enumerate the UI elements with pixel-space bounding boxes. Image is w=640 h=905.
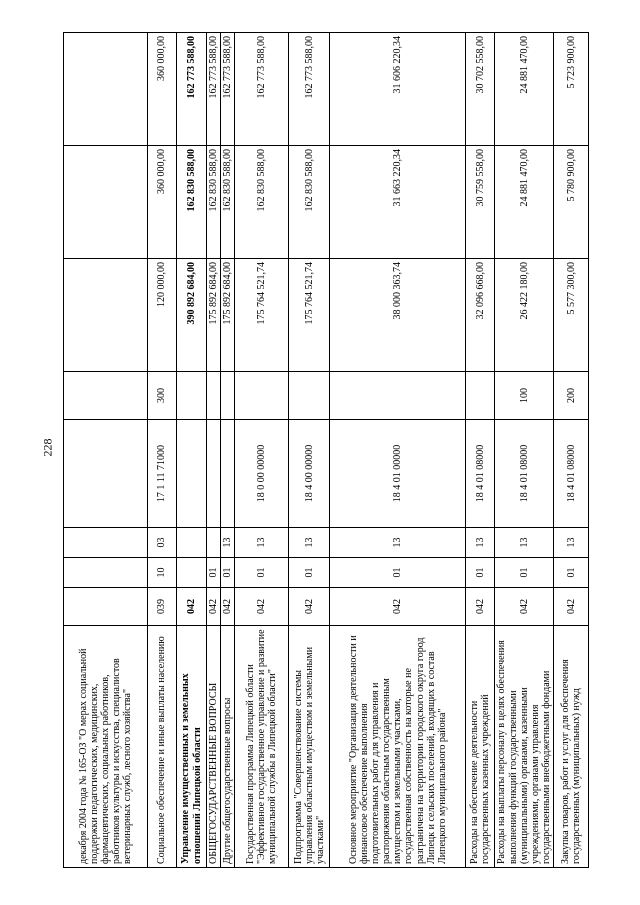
cell-expense-type — [289, 372, 330, 420]
cell-amount-year-1: 390 892 684,00 — [177, 259, 207, 372]
cell-amount-year-3: 30 702 558,00 — [466, 33, 495, 146]
cell-section-code: 01 — [466, 558, 495, 588]
cell-grbs-code: 042 — [330, 588, 466, 626]
cell-subsection-code: 13 — [495, 528, 554, 558]
cell-subsection-code — [64, 528, 148, 558]
cell-amount-year-2: 5 780 900,00 — [554, 146, 589, 259]
cell-target-article — [207, 420, 221, 528]
cell-expense-type: 300 — [148, 372, 177, 420]
cell-name: ОБЩЕГОСУДАРСТВЕННЫЕ ВОПРОСЫ — [207, 626, 221, 868]
cell-subsection-code: 13 — [466, 528, 495, 558]
cell-expense-type — [177, 372, 207, 420]
cell-grbs-code: 042 — [466, 588, 495, 626]
cell-amount-year-2: 162 830 588,00 — [177, 146, 207, 259]
cell-amount-year-2: 162 830 588,00 — [289, 146, 330, 259]
cell-amount-year-3: 5 723 900,00 — [554, 33, 589, 146]
cell-amount-year-2: 30 759 558,00 — [466, 146, 495, 259]
table-row — [330, 33, 466, 868]
cell-section-code: 01 — [495, 558, 554, 588]
cell-target-article — [64, 420, 148, 528]
cell-target-article: 18 4 01 08000 — [554, 420, 589, 528]
cell-amount-year-1: 175 892 684,00 — [221, 259, 235, 372]
cell-expense-type — [64, 372, 148, 420]
cell-amount-year-2: 162 830 588,00 — [221, 146, 235, 259]
cell-name: декабря 2004 года № 165-ОЗ "О мерах социальной поддержки педагогических, медицинских, фармацевтических, социальных работников, работников культуры и искусства, специалистов ветеринарных служб, лесного хозяйства" — [64, 626, 148, 868]
cell-amount-year-3: 162 773 588,00 — [235, 33, 289, 146]
cell-section-code: 01 — [207, 558, 221, 588]
cell-grbs-code: 042 — [495, 588, 554, 626]
cell-amount-year-1: 175 764 521,74 — [235, 259, 289, 372]
cell-section-code: 01 — [235, 558, 289, 588]
cell-amount-year-2: 162 830 588,00 — [207, 146, 221, 259]
cell-expense-type — [207, 372, 221, 420]
table-row — [148, 33, 177, 868]
cell-name: Основное мероприятие "Организация деятельности и финансовое обеспечение выполнения подготовительных работ для управления и распоряжения областным государственным имуществом и земельными участками, государственная собственность на которые не разграничена на территории городского округа город Липецк и сельских поселений, входящих в состав Липецкого муниципального района" — [330, 626, 466, 868]
cell-subsection-code: 13 — [330, 528, 466, 558]
page-number: 228 — [40, 438, 55, 457]
cell-amount-year-3: 24 881 470,00 — [495, 33, 554, 146]
cell-subsection-code: 13 — [235, 528, 289, 558]
rotated-table-container — [63, 33, 589, 868]
cell-expense-type — [330, 372, 466, 420]
table-row — [289, 33, 330, 868]
cell-expense-type — [466, 372, 495, 420]
cell-grbs-code: 042 — [207, 588, 221, 626]
cell-amount-year-3 — [64, 33, 148, 146]
cell-amount-year-3: 31 606 220,34 — [330, 33, 466, 146]
table-row — [235, 33, 289, 868]
cell-amount-year-3: 162 773 588,00 — [177, 33, 207, 146]
cell-target-article: 18 4 00 00000 — [289, 420, 330, 528]
table-row — [177, 33, 207, 868]
cell-target-article: 18 4 01 00000 — [330, 420, 466, 528]
table-row — [207, 33, 221, 868]
cell-expense-type: 200 — [554, 372, 589, 420]
table-row — [221, 33, 235, 868]
cell-name: Другие общегосударственные вопросы — [221, 626, 235, 868]
cell-amount-year-1: 175 892 684,00 — [207, 259, 221, 372]
cell-amount-year-1 — [64, 259, 148, 372]
cell-section-code: 01 — [554, 558, 589, 588]
cell-amount-year-2 — [64, 146, 148, 259]
cell-name: Подпрограмма "Совершенствование системы управления областным имуществом и земельными участками" — [289, 626, 330, 868]
cell-amount-year-2: 24 881 470,00 — [495, 146, 554, 259]
cell-target-article — [177, 420, 207, 528]
cell-section-code — [177, 558, 207, 588]
cell-grbs-code: 042 — [177, 588, 207, 626]
cell-amount-year-1: 5 577 300,00 — [554, 259, 589, 372]
cell-subsection-code: 13 — [221, 528, 235, 558]
cell-name: Государственная программа Липецкой области "Эффективное государственное управление и развитие муниципальной службы в Липецкой области" — [235, 626, 289, 868]
cell-section-code: 01 — [289, 558, 330, 588]
table-row — [64, 33, 148, 868]
cell-name: Управление имущественных и земельных отношений Липецкой области — [177, 626, 207, 868]
cell-subsection-code — [177, 528, 207, 558]
budget-table-body — [64, 33, 589, 868]
cell-amount-year-1: 26 422 180,00 — [495, 259, 554, 372]
cell-grbs-code: 042 — [554, 588, 589, 626]
cell-grbs-code: 039 — [148, 588, 177, 626]
cell-expense-type — [235, 372, 289, 420]
cell-grbs-code: 042 — [289, 588, 330, 626]
table-row — [554, 33, 589, 868]
cell-amount-year-2: 162 830 588,00 — [235, 146, 289, 259]
cell-target-article — [221, 420, 235, 528]
cell-section-code — [64, 558, 148, 588]
cell-amount-year-2: 31 663 220,34 — [330, 146, 466, 259]
cell-subsection-code: 13 — [289, 528, 330, 558]
cell-amount-year-3: 162 773 588,00 — [207, 33, 221, 146]
cell-target-article: 18 4 01 08000 — [466, 420, 495, 528]
cell-grbs-code: 042 — [235, 588, 289, 626]
cell-amount-year-2: 360 000,00 — [148, 146, 177, 259]
cell-subsection-code: 03 — [148, 528, 177, 558]
cell-amount-year-3: 360 000,00 — [148, 33, 177, 146]
cell-amount-year-3: 162 773 588,00 — [221, 33, 235, 146]
cell-expense-type: 100 — [495, 372, 554, 420]
budget-table — [63, 32, 589, 868]
cell-subsection-code — [207, 528, 221, 558]
cell-amount-year-1: 38 000 363,74 — [330, 259, 466, 372]
cell-name: Социальное обеспечение и иные выплаты населению — [148, 626, 177, 868]
cell-target-article: 17 1 11 71000 — [148, 420, 177, 528]
cell-target-article: 18 0 00 00000 — [235, 420, 289, 528]
cell-amount-year-1: 175 764 521,74 — [289, 259, 330, 372]
cell-subsection-code: 13 — [554, 528, 589, 558]
cell-amount-year-1: 32 096 668,00 — [466, 259, 495, 372]
cell-expense-type — [221, 372, 235, 420]
cell-grbs-code: 042 — [221, 588, 235, 626]
cell-section-code: 10 — [148, 558, 177, 588]
cell-amount-year-3: 162 773 588,00 — [289, 33, 330, 146]
cell-section-code: 01 — [221, 558, 235, 588]
cell-name: Расходы на обеспечение деятельности государственных казенных учреждений — [466, 626, 495, 868]
cell-grbs-code — [64, 588, 148, 626]
table-row — [495, 33, 554, 868]
cell-section-code: 01 — [330, 558, 466, 588]
cell-name: Расходы на выплаты персоналу в целях обеспечения выполнения функций государственными (муниципальными) органами, казенными учреждениями, органами управления государственными внебюджетными фондами — [495, 626, 554, 868]
cell-target-article: 18 4 01 08000 — [495, 420, 554, 528]
table-row — [466, 33, 495, 868]
cell-amount-year-1: 120 000,00 — [148, 259, 177, 372]
cell-name: Закупка товаров, работ и услуг для обеспечения государственных (муниципальных) нужд — [554, 626, 589, 868]
